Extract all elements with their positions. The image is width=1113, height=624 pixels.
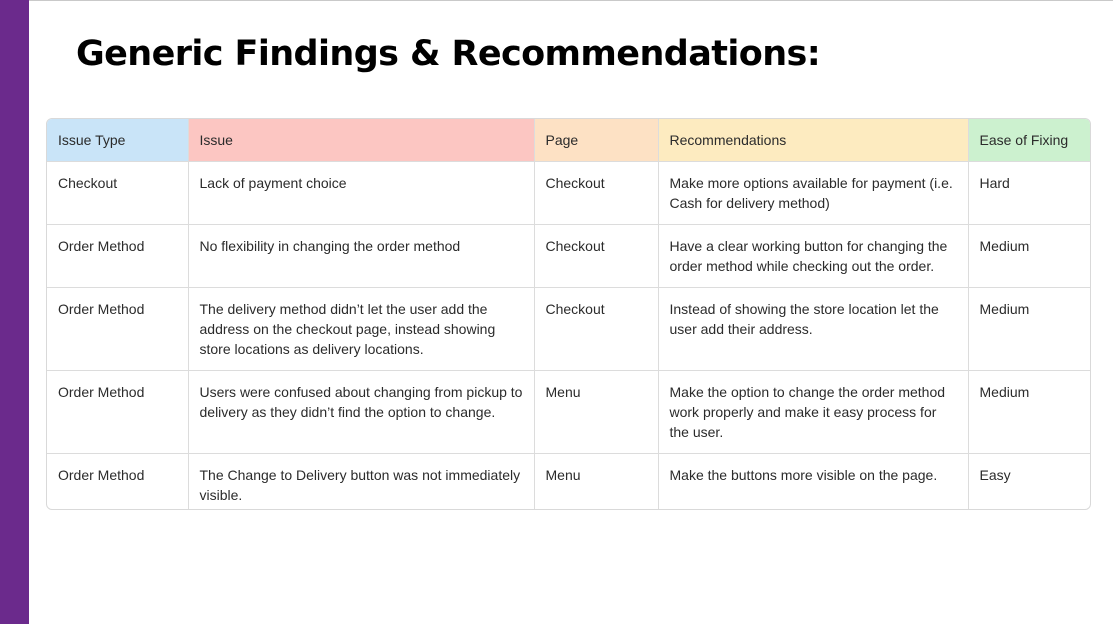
table-row <box>47 370 1091 453</box>
page-title: Generic Findings & Recommendations: <box>76 34 821 74</box>
table-row <box>47 224 1091 287</box>
cell-page: Menu <box>534 453 658 510</box>
cell-page: Checkout <box>534 161 658 224</box>
findings-table-container <box>46 118 1091 510</box>
header-page: Page <box>534 119 658 161</box>
cell-recommendation: Make more options available for payment (i.e. Cash for delivery method) <box>658 161 968 224</box>
table-header-row <box>47 119 1091 161</box>
header-issue-type: Issue Type <box>47 119 188 161</box>
cell-issue: The delivery method didn’t let the user add the address on the checkout page, instead showing store locations as delivery locations. <box>188 287 534 370</box>
cell-issue: The Change to Delivery button was not immediately visible. <box>188 453 534 510</box>
cell-ease: Medium <box>968 224 1091 287</box>
cell-ease: Medium <box>968 370 1091 453</box>
cell-ease: Hard <box>968 161 1091 224</box>
table-row <box>47 161 1091 224</box>
cell-issue-type: Checkout <box>47 161 188 224</box>
cell-issue: Lack of payment choice <box>188 161 534 224</box>
header-recommendations: Recommendations <box>658 119 968 161</box>
header-issue: Issue <box>188 119 534 161</box>
cell-issue-type: Order Method <box>47 453 188 510</box>
table-row <box>47 453 1091 510</box>
top-border <box>0 0 1113 1</box>
header-ease-of-fixing: Ease of Fixing <box>968 119 1091 161</box>
cell-recommendation: Instead of showing the store location let the user add their address. <box>658 287 968 370</box>
cell-page: Checkout <box>534 287 658 370</box>
cell-issue: Users were confused about changing from pickup to delivery as they didn’t find the option to change. <box>188 370 534 453</box>
cell-page: Checkout <box>534 224 658 287</box>
cell-ease: Medium <box>968 287 1091 370</box>
cell-recommendation: Make the option to change the order method work properly and make it easy process for the user. <box>658 370 968 453</box>
findings-table <box>47 119 1091 510</box>
cell-issue-type: Order Method <box>47 370 188 453</box>
cell-ease: Easy <box>979 466 1011 483</box>
cell-recommendation: Have a clear working button for changing the order method while checking out the order. <box>658 224 968 287</box>
cell-issue-type: Order Method <box>47 287 188 370</box>
cell-issue: No flexibility in changing the order method <box>188 224 534 287</box>
cell-recommendation: Make the buttons more visible on the page. <box>658 453 968 510</box>
accent-sidebar <box>0 0 29 624</box>
cell-page: Menu <box>534 370 658 453</box>
table-row <box>47 287 1091 370</box>
cell-issue-type: Order Method <box>47 224 188 287</box>
